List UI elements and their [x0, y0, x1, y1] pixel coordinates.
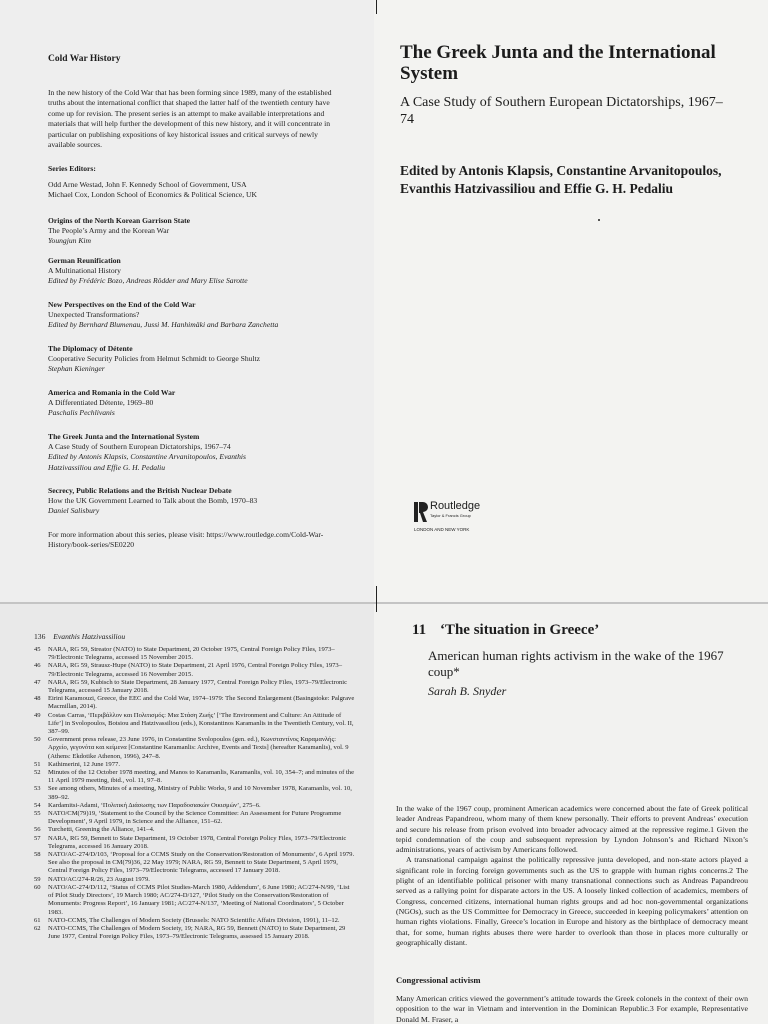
- book-author: Edited by Antonis Klapsis, Constantine Arvanitopoulos, Evanthis Hatzivassiliou and Effie G. H. Pedaliu: [48, 452, 247, 472]
- chapter-heading: [412, 622, 599, 639]
- book-author: Daniel Salisbury: [48, 506, 100, 516]
- endnote-number: 55: [34, 810, 41, 818]
- series-book: [48, 216, 348, 247]
- series-editors: [48, 164, 348, 201]
- book-title: Origins of the North Korean Garrison State: [48, 216, 191, 225]
- endnote: [34, 802, 356, 810]
- endnote-number: 50: [34, 736, 41, 744]
- endnote-text: Minutes of the 12 October 1978 meeting, and Manos to Karamanlis, Karamanlis, vol. 10, 354–7; and minutes of the 11 April 1979 meeting, ibid., vol. 11, 97–8.: [48, 769, 355, 785]
- endnote: [34, 736, 356, 761]
- endnote: [34, 769, 356, 785]
- endnote-number: 57: [34, 834, 41, 842]
- endnote-text: Eirini Karamouzi, Greece, the EEC and the Cold War, 1974–1979: The Second Enlargement (Basingstoke: Palgrave Macmillan, 2014).: [48, 695, 355, 711]
- series-more-info: For more information about this series, please visit: https://www.routledge.com/Cold-War-History/book-series/SE0220: [48, 530, 324, 550]
- endnote: [34, 646, 356, 662]
- book-title: Secrecy, Public Relations and the British Nuclear Debate: [48, 486, 232, 495]
- book-title: German Reunification: [48, 256, 121, 265]
- endnote: [34, 810, 356, 826]
- endnote: [34, 925, 356, 941]
- endnote: [34, 679, 356, 695]
- endnote-text: Kathimerini, 12 June 1977.: [48, 760, 120, 768]
- paragraph: Many American critics viewed the government’s attitude towards the Greek colonels in the context of their own opposition to the war in Vietnam and intervention in the Dominican Republic.3 For example, Representative Donald M. Fraser, a: [396, 994, 748, 1024]
- endnotes-list: [34, 646, 356, 941]
- endnote-text: Kardamitsi-Adami, ‘Πολιτική Διάσωσης των Παραδοσιακών Οικισμών’, 275–6.: [48, 801, 261, 809]
- routledge-logo-icon: [414, 502, 428, 528]
- notes-page: [0, 604, 374, 1024]
- book-subtitle: How the UK Government Learned to Talk about the Bomb, 1970–83: [48, 496, 258, 506]
- book-author: Edited by Bernhard Blumenau, Jussi M. Hanhimäki and Barbara Zanchetta: [48, 320, 279, 330]
- book-author: Youngjun Kim: [48, 236, 91, 246]
- endnote-text: NARA, RG 59, Kubisch to State Department, 28 January 1977, Central Foreign Policy Files, 1973–79/Electronic Telegrams, accessed 15 January 2018.: [48, 678, 348, 695]
- series-intro: In the new history of the Cold War that has been forming since 1989, many of the established truths about the international conflict that shaped the latter half of the twentieth century have come up for revision. The present series is an attempt to make available interpretations and materials that will help further the development of this new history, and it will concentrate in particular on publishing expositions of key historical issues and critical surveys of newly available sources.: [48, 88, 332, 150]
- chapter-number: 11: [412, 622, 427, 638]
- endnote-number: 46: [34, 662, 41, 670]
- endnote-text: NATO/CM(79)19, ‘Statement to the Council by the Science Committee: An Assessment for Future Programme Development’, 9 April 1979, in Science and the Alliance, 151–62.: [48, 810, 342, 826]
- book-subtitle: The People’s Army and the Korean War: [48, 226, 170, 236]
- endnote-number: 45: [34, 646, 41, 653]
- endnote-number: 53: [34, 785, 41, 793]
- endnote-text: Costas Carras, ‘Περιβάλλον και Πολιτισμός: Μια Στάση Ζωής’ [‘The Environment and Culture: An Attitude of Life’] in Svolopoulos, Botsiou and Hatzivassiliou (eds.), Konstantinos Karamanlis in the Twentieth Century, vol. II, 387–99.: [48, 711, 354, 736]
- book-subtitle: A Multinational History: [48, 266, 121, 276]
- endnote-number: 61: [34, 916, 41, 924]
- endnote-text: NATO/AC-274/D/112, ‘Status of CCMS Pilot Studies-March 1980, Addendum’, 6 June 1980; AC/274-N/99, ‘List of Pilot Study Directors’, 19 March 1980; AC/274-D/127, ‘Pilot Study on the Conservation/Restoration of Monuments: Progress Report’, 16 January 1981; AC/274-N/137, ‘Meeting of National Coordinators’, 5 October 1983.: [48, 883, 350, 916]
- endnote-number: 62: [34, 924, 41, 932]
- book-main-title: The Greek Junta and the International System: [400, 42, 716, 84]
- endnote: [34, 712, 356, 737]
- series-editor-1: Odd Arne Westad, John F. Kennedy School of Government, USA: [48, 180, 247, 190]
- book-subtitle: Cooperative Security Policies from Helmut Schmidt to George Shultz: [48, 354, 261, 364]
- book-editors: Edited by Antonis Klapsis, Constantine Arvanitopoulos, Evanthis Hatzivassiliou and Effie G. H. Pedaliu: [400, 163, 722, 196]
- publisher-group: Taylor & Francis Group: [430, 513, 471, 518]
- endnote: [34, 662, 356, 678]
- book-author: Edited by Frédéric Bozo, Andreas Rödder and Mary Elise Sarotte: [48, 276, 248, 286]
- endnote-number: 54: [34, 801, 41, 809]
- book-title: The Diplomacy of Détente: [48, 344, 133, 353]
- endnote: [34, 876, 356, 884]
- book-subtitle: Unexpected Transformations?: [48, 310, 140, 320]
- endnote-number: 51: [34, 760, 41, 768]
- endnote-number: 49: [34, 711, 41, 719]
- endnote: [34, 851, 356, 876]
- publisher-cities: LONDON AND NEW YORK: [414, 527, 470, 532]
- publisher-name: Routledge: [430, 500, 481, 512]
- series-title: Cold War History: [48, 54, 121, 64]
- series-book: [48, 344, 348, 375]
- endnote: [34, 826, 356, 834]
- book-title: America and Romania in the Cold War: [48, 388, 176, 397]
- title-page: [374, 0, 768, 602]
- series-book: [48, 256, 348, 287]
- series-book: [48, 300, 348, 331]
- endnote-number: 60: [34, 883, 41, 891]
- series-editor-2: Michael Cox, London School of Economics & Political Science, UK: [48, 190, 258, 200]
- page-crease-mark: [376, 0, 377, 14]
- endnote-text: Government press release, 23 June 1976, in Constantine Svolopoulos (gen. ed.), Κωνσταντίνος Καραμανλής: Αρχείο, γεγονότα και κείμενα [Constantine Karamanlis: Archive, Events and Texts] (hereafter Karamanlis), vol. 9 (Athens: Ekdotike Athenon, 1996), 247–8.: [48, 736, 349, 760]
- endnote-text: NARA, RG 59, Streator (NATO) to State Department, 20 October 1975, Central Foreign Policy Files, 1973–79/Electronic Telegrams, accessed 15 November 2015.: [48, 646, 335, 662]
- book-author: Stephan Kieninger: [48, 364, 105, 374]
- chapter-body: [396, 804, 748, 948]
- endnote-text: NATO-CCMS, The Challenges of Modern Society (Brussels: NATO Scientific Affairs Division, 1991), 11–12.: [48, 916, 340, 924]
- endnote: [34, 785, 356, 801]
- endnote-text: NATO/AC-274/D/103, ‘Proposal for a CCMS Study on the Conservation/Restoration of Monuments’, 6 April 1979. See also the proposal in CM(79)36, 22 May 1979; NARA, RG 59, Bennett to State Department, 5 April 1979, Central Foreign Policy Files, 1973–79/Electronic Telegrams, accessed 17 January 2018.: [48, 851, 355, 875]
- page-crease-mark: [376, 586, 377, 612]
- endnote: [34, 884, 356, 917]
- endnote: [34, 695, 356, 711]
- book-author: Paschalis Pechlivanis: [48, 408, 115, 418]
- endnote-text: NARA, RG 59, Strausz-Hupe (NATO) to State Department, 21 April 1976, Central Foreign Policy Files, 1973–79/Electronic Telegrams, accessed 16 November 2015.: [48, 662, 343, 678]
- page-number: 136: [34, 632, 46, 641]
- endnote-text: NATO/AC/274-R/26, 23 August 1979.: [48, 875, 150, 883]
- chapter-page: [374, 604, 768, 1024]
- endnote-text: Turchetti, Greening the Alliance, 141–4.: [48, 826, 155, 834]
- endnote-text: NATO-CCMS, The Challenges of Modern Society, 19; NARA, RG 59, Bennett (NATO) to State Department, 29 June 1977, Central Foreign Policy Files, 1973–79/Electronic Telegrams, assessed 15 January 2018.: [48, 924, 346, 941]
- book-title: New Perspectives on the End of the Cold War: [48, 300, 196, 309]
- endnote-number: 59: [34, 875, 41, 883]
- book-subtitle: A Case Study of Southern European Dictatorships, 1967–74: [48, 442, 231, 452]
- book-title: The Greek Junta and the International System: [48, 432, 200, 441]
- book-subtitle: A Differentiated Détente, 1969–80: [48, 398, 154, 408]
- running-head-author: Evanthis Hatzivassiliou: [53, 632, 126, 641]
- chapter-title: ‘The situation in Greece’: [439, 622, 600, 638]
- endnote-number: 48: [34, 695, 41, 703]
- endnote: [34, 835, 356, 851]
- speck: [598, 219, 600, 221]
- section-heading: Congressional activism: [396, 975, 481, 985]
- book-main-subtitle: A Case Study of Southern European Dictatorships, 1967–74: [400, 95, 723, 127]
- endnote-number: 56: [34, 826, 41, 834]
- chapter-subtitle: American human rights activism in the wake of the 1967 coup*: [428, 648, 724, 679]
- series-book: [48, 432, 288, 473]
- series-book: [48, 486, 348, 517]
- running-head: [34, 632, 125, 641]
- paragraph: A transnational campaign against the politically repressive junta developed, and non-state actors played a significant role in forcing foreign governments such as the US to grapple with human rights concerns.2 The plight of an identifiable political prisoner with many transnational connections such as Andreas Papandreou served as a rallying point for disparate actors in the US. A loosely linked collection of academics, members of Congress, concerned citizens, international human rights groups and ad hoc non-governmental organizations (NGOs), such as the US Committee for Democracy in Greece, succeeded in keeping policymakers’ attention on human rights violations. Finally, Greece’s location in Europe and history as the birthplace of democracy meant that, for some, human rights abuses there were harder to overlook than those in places more culturally or geographically distant.: [396, 855, 748, 947]
- endnote-text: See among others, Minutes of a meeting, Ministry of Public Works, 9 and 10 November 1978, Karamanlis, vol. 10, 389–92.: [48, 785, 352, 801]
- endnote: [34, 761, 356, 769]
- endnote-number: 52: [34, 769, 41, 777]
- series-page: [0, 0, 374, 602]
- endnote-text: NARA, RG 59, Bennett to State Department, 19 October 1978, Central Foreign Policy Files, 1973–79/Electronic Telegrams, accessed 16 January 2018.: [48, 834, 347, 850]
- series-book: [48, 388, 348, 419]
- endnote-number: 47: [34, 678, 41, 686]
- endnote: [34, 917, 356, 925]
- series-editors-heading: Series Editors:: [48, 164, 96, 173]
- chapter-author: Sarah B. Snyder: [428, 684, 507, 698]
- paragraph: In the wake of the 1967 coup, prominent American academics were concerned about the fate of Greek political leader Andreas Papandreou, whom many of them knew personally. Their efforts to prevent Andreas’ execution and secure his release from prison evolved into broader advocacy aimed at the repressive regime.1 Given the tepid condemnation of the coup and subsequent repression by Lyndon Johnson’s and Richard Nixon’s administrations, years of activism by Americans followed.: [396, 804, 748, 855]
- endnote-number: 58: [34, 851, 41, 859]
